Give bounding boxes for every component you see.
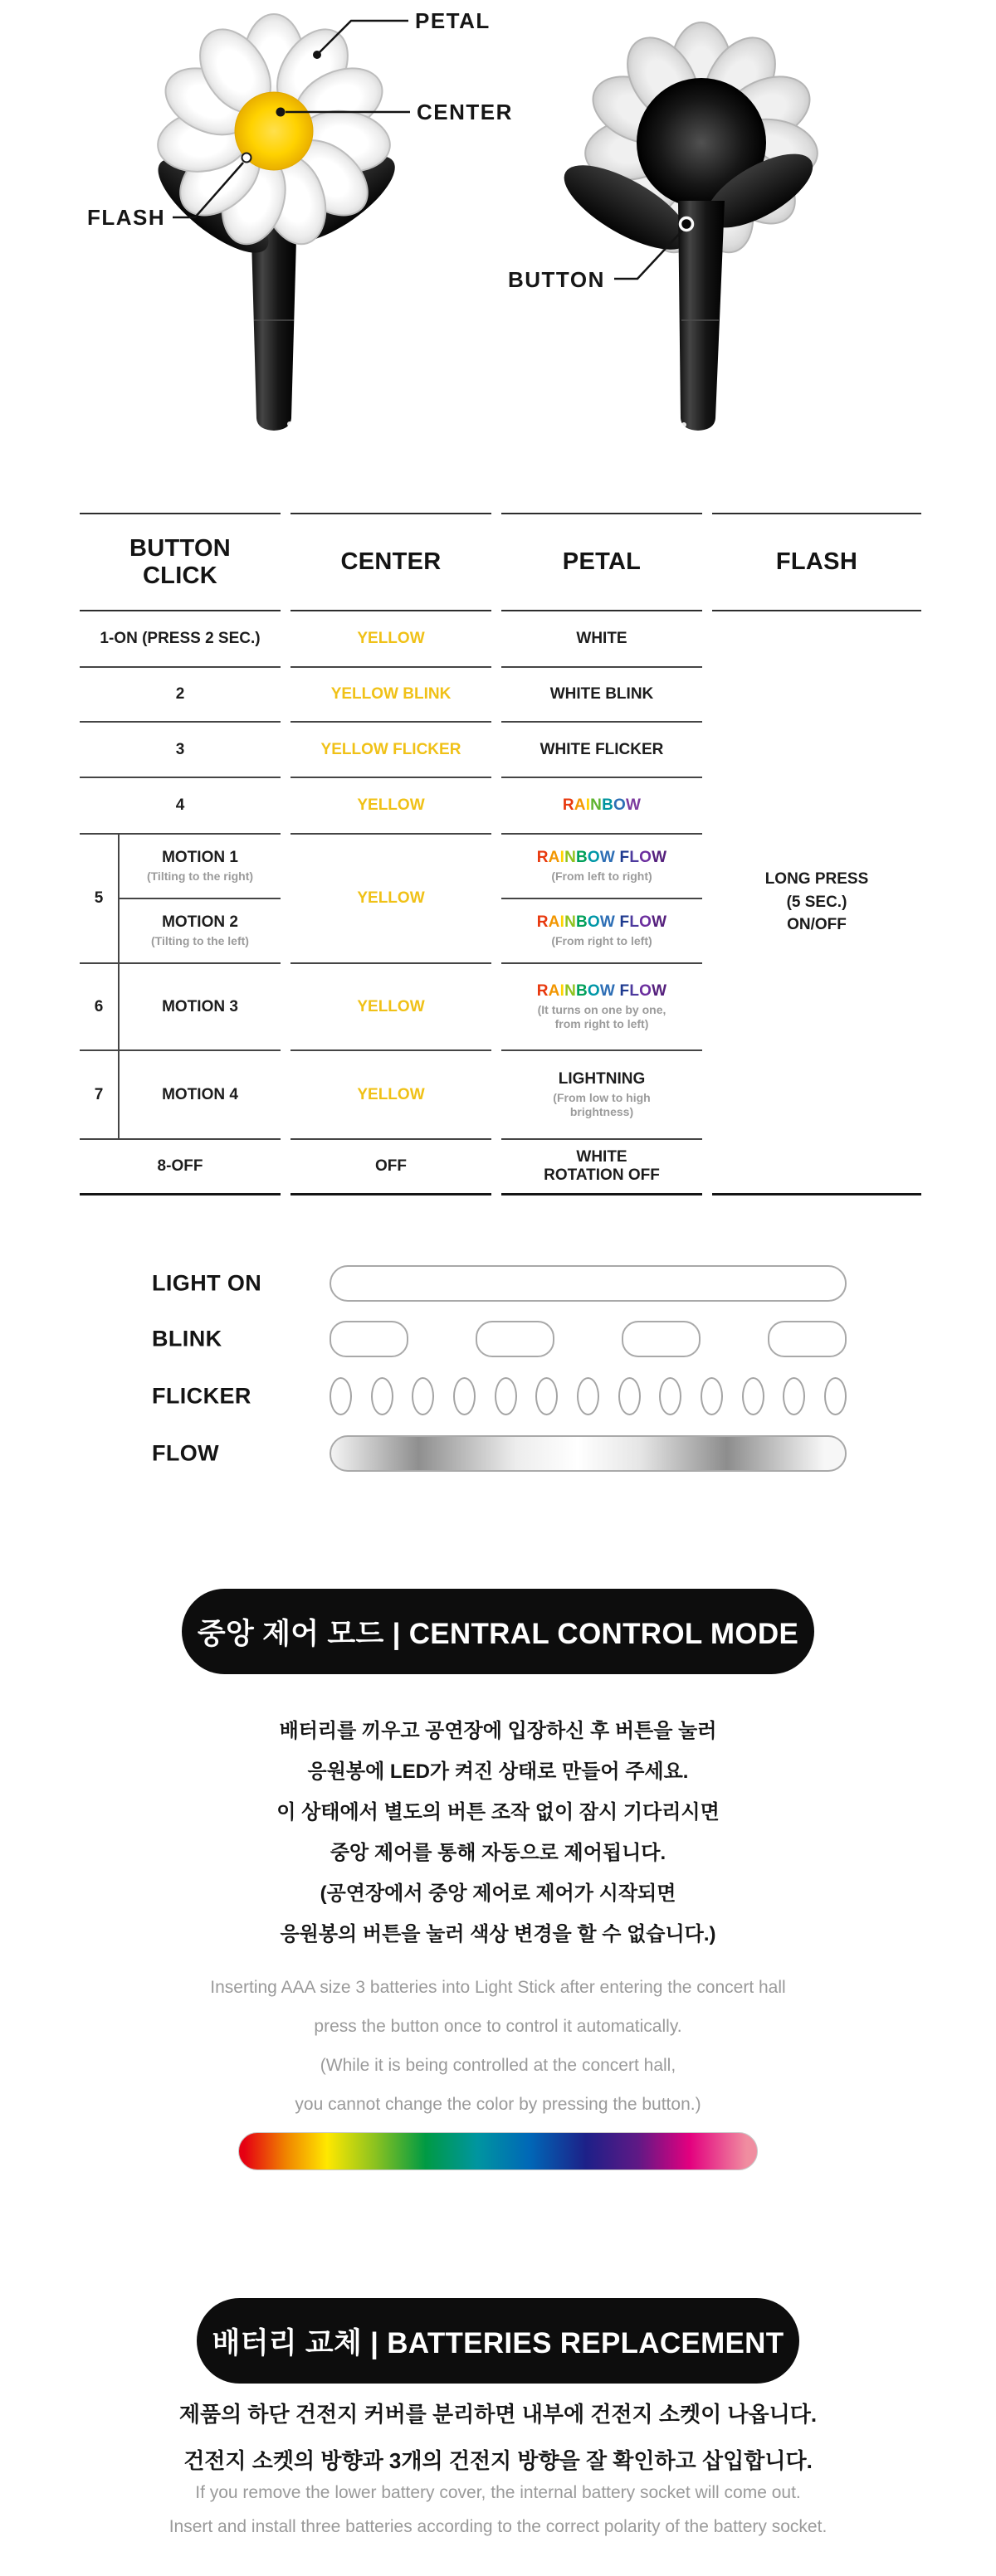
back-handle	[678, 201, 725, 431]
rainbow-flow-right-left: RAINBOW FLOW (From right to left)	[536, 913, 667, 947]
pattern-row-blink	[79, 1320, 917, 1358]
click-row-2: 2	[80, 668, 281, 723]
flicker-dot-icon	[453, 1377, 476, 1415]
column-button-click	[80, 513, 281, 1195]
header-button-click: BUTTON CLICK	[80, 513, 281, 611]
petal-label: PETAL	[415, 8, 491, 33]
flicker-dot-icon	[577, 1377, 599, 1415]
center-row-7: YELLOW	[290, 1051, 491, 1140]
petal-row-8: WHITE ROTATION OFF	[501, 1140, 702, 1195]
pattern-row-flicker	[79, 1377, 917, 1415]
flicker-dot-icon	[535, 1377, 558, 1415]
blink-segment-icon	[768, 1321, 847, 1357]
petal-row-6: RAINBOW FLOW (It turns on one by one, from right to left)	[501, 964, 702, 1051]
batteries-replacement-title: 배터리 교체 | BATTERIES REPLACEMENT	[197, 2298, 799, 2384]
flow-gradient-bar-icon	[330, 1435, 847, 1472]
petal-row-4	[501, 778, 702, 835]
blink-segment-icon	[476, 1321, 554, 1357]
motion-1-cell: MOTION 1 (Tilting to the right)	[120, 835, 281, 899]
flicker-dot-icon	[371, 1377, 393, 1415]
lightstick-front-view	[144, 14, 407, 431]
central-control-mode-title: 중앙 제어 모드 | CENTRAL CONTROL MODE	[182, 1589, 814, 1674]
click-row-8: 8-OFF	[80, 1140, 281, 1195]
click-number-7: 7	[80, 1051, 120, 1138]
front-bottom-dot	[287, 421, 292, 426]
flicker-dot-icon	[742, 1377, 764, 1415]
back-bottom-dot	[681, 422, 686, 427]
lightstick-back-view	[552, 22, 823, 431]
flicker-label: FLICKER	[152, 1383, 251, 1409]
motion-3-cell: MOTION 3	[162, 997, 238, 1015]
central-control-english-text: Inserting AAA size 3 batteries into Light Stick after entering the concert hall press the button once to control it automatically. (While it is being controlled at the concert hall, you cannot change the color by pressing the button.)	[210, 1978, 786, 2114]
rainbow-flow-text: RAINBOW FLOW	[536, 913, 667, 931]
flow-label: FLOW	[152, 1440, 220, 1466]
flicker-dot-icon	[783, 1377, 805, 1415]
blink-segment-icon	[622, 1321, 701, 1357]
blink-label: BLINK	[152, 1326, 222, 1351]
petal-row-2: WHITE BLINK	[501, 668, 702, 723]
pattern-row-flow	[79, 1434, 917, 1473]
header-flash: FLASH	[712, 513, 921, 611]
flash-lamp	[242, 153, 251, 163]
motion-4-cell: MOTION 4	[162, 1085, 238, 1103]
center-row-4: YELLOW	[290, 778, 491, 835]
flicker-dot-icon	[618, 1377, 641, 1415]
flicker-dot-icon	[495, 1377, 517, 1415]
rainbow-gradient-bar	[238, 2132, 758, 2170]
petal-row-5	[501, 835, 702, 964]
power-button[interactable]	[681, 218, 693, 231]
light-on-bar-icon	[330, 1265, 847, 1302]
click-row-4: 4	[80, 778, 281, 835]
header-petal: PETAL	[501, 513, 702, 611]
click-row-1: 1-ON (PRESS 2 SEC.)	[80, 611, 281, 668]
batteries-korean-text: 제품의 하단 건전지 커버를 분리하면 내부에 건전지 소켓이 나옵니다. 건전지 소켓의 방향과 3개의 건전지 방향을 잘 확인하고 삽입합니다.	[178, 2402, 818, 2473]
click-row-5	[80, 835, 281, 964]
click-row-6	[80, 964, 281, 1051]
button-label: BUTTON	[508, 267, 605, 292]
rainbow-flow-left-right: RAINBOW FLOW (From left to right)	[501, 835, 702, 899]
flicker-dot-icon	[330, 1377, 352, 1415]
rainbow-flow-text: RAINBOW FLOW	[536, 981, 667, 1000]
column-center	[290, 513, 491, 1195]
center-row-6: YELLOW	[290, 964, 491, 1051]
petal-callout-dot	[313, 51, 321, 59]
center-callout-dot	[276, 108, 286, 117]
header-center: CENTER	[290, 513, 491, 611]
batteries-english-text: If you remove the lower battery cover, the internal battery socket will come out. Insert and install three batteries according to the correct polarity of the battery socket.	[168, 2483, 828, 2536]
motion-2-cell: MOTION 2 (Tilting to the left)	[151, 913, 249, 947]
click-row-3: 3	[80, 723, 281, 778]
center-row-8: OFF	[290, 1140, 491, 1195]
rainbow-text: RAINBOW	[562, 796, 642, 814]
center-label: CENTER	[417, 100, 513, 124]
rainbow-flow-text: RAINBOW FLOW	[536, 848, 667, 866]
click-number-5: 5	[80, 835, 120, 962]
center-row-2: YELLOW BLINK	[290, 668, 491, 723]
center-row-1: YELLOW	[290, 611, 491, 668]
flicker-dot-icon	[412, 1377, 434, 1415]
petal-row-7: LIGHTNING (From low to high brightness)	[501, 1051, 702, 1140]
flicker-dot-icon	[701, 1377, 723, 1415]
flash-label: FLASH	[87, 205, 166, 230]
pattern-row-light-on	[79, 1264, 917, 1303]
flash-long-press-cell: LONG PRESS (5 SEC.) ON/OFF	[712, 611, 921, 1195]
lightstick-diagram	[0, 0, 996, 465]
click-number-6: 6	[80, 964, 120, 1049]
center-row-5: YELLOW	[290, 835, 491, 964]
light-on-label: LIGHT ON	[152, 1270, 262, 1296]
petal-row-3: WHITE FLICKER	[501, 723, 702, 778]
flicker-dot-icon	[659, 1377, 681, 1415]
click-row-7	[80, 1051, 281, 1140]
button-function-table	[80, 513, 921, 1195]
column-flash	[712, 513, 921, 1195]
blink-segment-icon	[330, 1321, 408, 1357]
central-control-korean-text: 배터리를 끼우고 공연장에 입장하신 후 버튼을 눌러 응원봉에 LED가 켜진 상태로 만들어 주세요. 이 상태에서 별도의 버튼 조작 없이 잠시 기다리시면 중앙 제어를 통해 자동으로 제어됩니다. (공연장에서 중앙 제어로 제어가 시작되면 응원봉의 버튼을 눌러 색상 변경을 할 수 없습니다.)	[276, 1720, 720, 1945]
column-petal	[501, 513, 702, 1195]
center-row-3: YELLOW FLICKER	[290, 723, 491, 778]
flicker-dot-icon	[824, 1377, 847, 1415]
petal-row-1: WHITE	[501, 611, 702, 668]
